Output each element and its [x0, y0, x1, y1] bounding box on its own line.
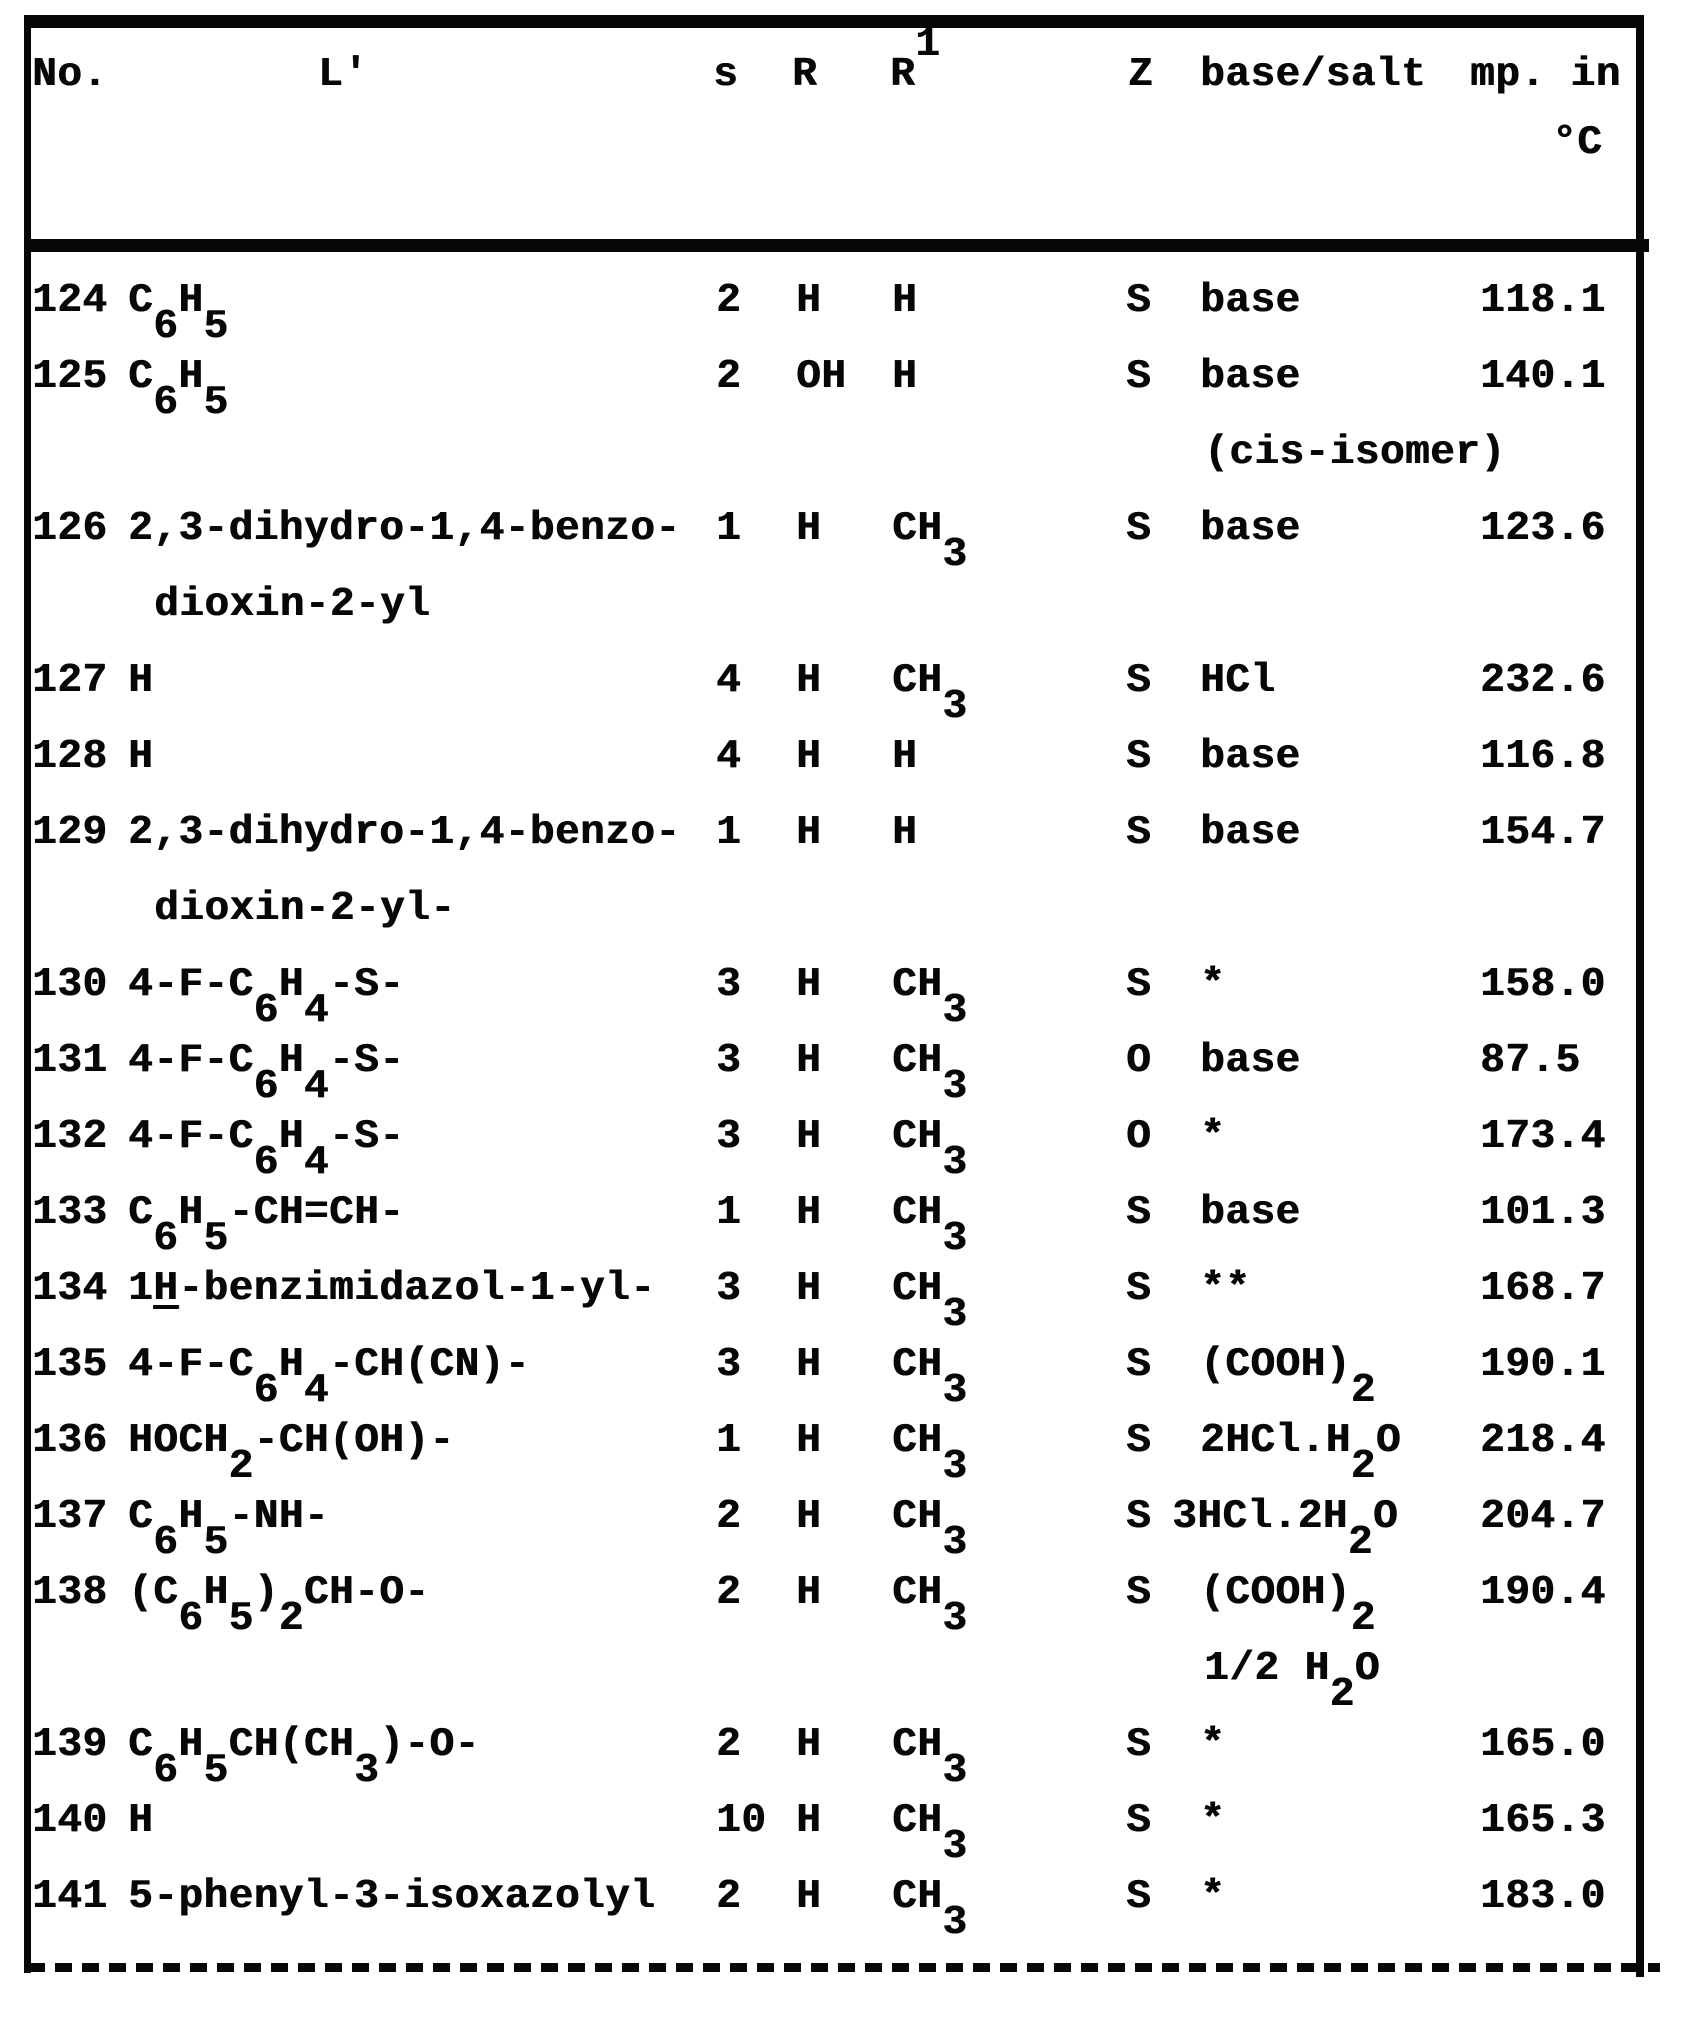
cell-no: 125	[32, 354, 108, 400]
table-row	[0, 1190, 1692, 1269]
cell-salt: **	[1200, 1266, 1251, 1312]
cell-l: 4-F-C6H4-S-	[128, 1114, 405, 1186]
cell-s: 3	[716, 962, 742, 1008]
cell-s: 3	[716, 1266, 742, 1312]
header-s: s	[713, 52, 739, 98]
cell-no: 132	[32, 1114, 108, 1160]
cell-l: 2,3-dihydro-1,4-benzo-	[128, 506, 681, 552]
cell-s: 4	[716, 658, 742, 704]
table-row-continuation	[0, 1646, 1692, 1725]
cell-s: 2	[716, 278, 742, 324]
cell-mp: 173.4	[1480, 1114, 1606, 1160]
cell-z: S	[1126, 1494, 1152, 1540]
cell-r: H	[796, 1798, 822, 1844]
cell-mp: 87.5	[1480, 1038, 1581, 1084]
table-bottom-dashed-border	[28, 1963, 1660, 1972]
cell-r1: CH3	[892, 1494, 968, 1566]
cell-no: 136	[32, 1418, 108, 1464]
cell-l: C6H5-CH=CH-	[128, 1190, 405, 1262]
cell-l: C6H5-NH-	[128, 1494, 329, 1566]
cell-s: 1	[716, 1190, 742, 1236]
cell-l: C6H5CH(CH3)-O-	[128, 1722, 480, 1794]
cell-r1: CH3	[892, 1038, 968, 1110]
cell-z: S	[1126, 658, 1152, 704]
cell-mp: 168.7	[1480, 1266, 1606, 1312]
cell-z: S	[1126, 962, 1152, 1008]
cell-r: H	[796, 1494, 822, 1540]
cell-r1: H	[892, 278, 918, 324]
cell-r1: CH3	[892, 658, 968, 730]
cell-z: S	[1126, 1798, 1152, 1844]
table-row	[0, 1038, 1692, 1117]
cell-no: 141	[32, 1874, 108, 1920]
table-row	[0, 1266, 1692, 1345]
cell-no: 128	[32, 734, 108, 780]
header-separator-rule	[24, 239, 1649, 252]
cell-no: 126	[32, 506, 108, 552]
cell-r: H	[796, 734, 822, 780]
cell-r1: CH3	[892, 1342, 968, 1414]
cell-z: S	[1126, 1342, 1152, 1388]
cell-l: 2,3-dihydro-1,4-benzo-	[128, 810, 681, 856]
cell-r1: CH3	[892, 1114, 968, 1186]
table-row	[0, 278, 1692, 357]
cell-mp: 154.7	[1480, 810, 1606, 856]
cell-mp: 158.0	[1480, 962, 1606, 1008]
cell-salt: HCl	[1200, 658, 1276, 704]
cell-no: 135	[32, 1342, 108, 1388]
cell-s: 1	[716, 506, 742, 552]
table-row	[0, 1494, 1692, 1573]
cell-r1: H	[892, 810, 918, 856]
cell-salt: 2HCl.H2O	[1200, 1418, 1401, 1490]
cell-z: S	[1126, 1190, 1152, 1236]
cell-no: 124	[32, 278, 108, 324]
cell-salt: base	[1200, 354, 1301, 400]
table-row	[0, 1874, 1692, 1953]
cell-no: 133	[32, 1190, 108, 1236]
cell-s: 3	[716, 1342, 742, 1388]
cell-r: H	[796, 1114, 822, 1160]
table-row	[0, 1418, 1692, 1497]
cell-s: 2	[716, 1722, 742, 1768]
cell-z: S	[1126, 1418, 1152, 1464]
cell-mp: 101.3	[1480, 1190, 1606, 1236]
cell-z: S	[1126, 1266, 1152, 1312]
table-row	[0, 506, 1692, 585]
table-row	[0, 810, 1692, 889]
cell-no: 138	[32, 1570, 108, 1616]
cell-s: 1	[716, 1418, 742, 1464]
cell-s: 2	[716, 1494, 742, 1540]
cell-no: 130	[32, 962, 108, 1008]
cell-mp: 232.6	[1480, 658, 1606, 704]
cell-r1: CH3	[892, 1418, 968, 1490]
cell-r1: CH3	[892, 1190, 968, 1262]
cell-r: OH	[796, 354, 847, 400]
cell-l: HOCH2-CH(OH)-	[128, 1418, 455, 1490]
cell-r1: H	[892, 354, 918, 400]
cell-r: H	[796, 658, 822, 704]
cell-z: S	[1126, 1722, 1152, 1768]
cell-mp: 218.4	[1480, 1418, 1606, 1464]
header-mp-unit: °C	[1552, 120, 1603, 166]
cell-l: 4-F-C6H4-CH(CN)-	[128, 1342, 530, 1414]
cell-mp: 118.1	[1480, 278, 1606, 324]
cell-no: 134	[32, 1266, 108, 1312]
header-no: No.	[32, 52, 108, 98]
cell-no: 137	[32, 1494, 108, 1540]
cell-mp: 165.3	[1480, 1798, 1606, 1844]
cell-l: C6H5	[128, 354, 229, 426]
table-row	[0, 1570, 1692, 1649]
cell-z: S	[1126, 810, 1152, 856]
table-top-border	[24, 15, 1644, 28]
cell-r1: CH3	[892, 506, 968, 578]
cell-no: 140	[32, 1798, 108, 1844]
cell-salt: base	[1200, 506, 1301, 552]
cell-r1: CH3	[892, 1266, 968, 1338]
cell-s: 3	[716, 1114, 742, 1160]
table-row	[0, 734, 1692, 813]
cell-l: 5-phenyl-3-isoxazolyl	[128, 1874, 656, 1920]
cell-s: 10	[716, 1798, 767, 1844]
cell-z: S	[1126, 1874, 1152, 1920]
cell-r: H	[796, 1874, 822, 1920]
table-row	[0, 1114, 1692, 1193]
cell-salt: base	[1200, 278, 1301, 324]
cell-l: H	[128, 734, 154, 780]
cell-z: S	[1126, 1570, 1152, 1616]
table-row	[0, 962, 1692, 1041]
cell-s: 2	[716, 354, 742, 400]
cell-l: 4-F-C6H4-S-	[128, 962, 405, 1034]
cell-salt: *	[1200, 1798, 1226, 1844]
cell-z: O	[1126, 1114, 1152, 1160]
table-row	[0, 354, 1692, 433]
table-row	[0, 1342, 1692, 1421]
header-mp-line1: mp. in	[1470, 52, 1621, 98]
cell-mp: 190.4	[1480, 1570, 1606, 1616]
header-r1-base: R	[890, 52, 916, 98]
cell-salt2: 1/2 H2O	[1204, 1646, 1380, 1718]
cell-salt: *	[1200, 1722, 1226, 1768]
cell-mp: 123.6	[1480, 506, 1606, 552]
cell-salt2: (cis-isomer)	[1204, 430, 1506, 476]
header-r: R	[792, 52, 818, 98]
cell-salt: (COOH)2	[1200, 1570, 1376, 1642]
cell-z: O	[1126, 1038, 1152, 1084]
cell-salt: *	[1200, 962, 1226, 1008]
table-row	[0, 1722, 1692, 1801]
cell-r1: CH3	[892, 1722, 968, 1794]
cell-mp: 183.0	[1480, 1874, 1606, 1920]
cell-salt: 3HCl.2H2O	[1172, 1494, 1398, 1566]
cell-mp: 165.0	[1480, 1722, 1606, 1768]
cell-z: S	[1126, 354, 1152, 400]
header-l-prime: L'	[318, 52, 369, 98]
table-row-continuation	[0, 582, 1692, 661]
cell-l: 4-F-C6H4-S-	[128, 1038, 405, 1110]
header-z: Z	[1128, 52, 1154, 98]
cell-z: S	[1126, 734, 1152, 780]
cell-s: 4	[716, 734, 742, 780]
cell-mp: 204.7	[1480, 1494, 1606, 1540]
cell-salt: *	[1200, 1114, 1226, 1160]
cell-r: H	[796, 1190, 822, 1236]
cell-r: H	[796, 1342, 822, 1388]
cell-l: C6H5	[128, 278, 229, 350]
cell-l: 1H-benzimidazol-1-yl-	[128, 1266, 656, 1312]
cell-salt: base	[1200, 1038, 1301, 1084]
cell-r: H	[796, 1722, 822, 1768]
cell-s: 2	[716, 1570, 742, 1616]
cell-l: (C6H5)2CH-O-	[128, 1570, 430, 1642]
cell-salt: base	[1200, 1190, 1301, 1236]
cell-r: H	[796, 1038, 822, 1084]
cell-r1: H	[892, 734, 918, 780]
cell-r1: CH3	[892, 1570, 968, 1642]
cell-mp: 140.1	[1480, 354, 1606, 400]
cell-z: S	[1126, 278, 1152, 324]
cell-l2: dioxin-2-yl	[154, 582, 431, 628]
table-row	[0, 1798, 1692, 1877]
cell-l2: dioxin-2-yl-	[154, 886, 456, 932]
cell-no: 131	[32, 1038, 108, 1084]
cell-r1: CH3	[892, 1798, 968, 1870]
cell-r: H	[796, 1418, 822, 1464]
cell-no: 129	[32, 810, 108, 856]
cell-salt: (COOH)2	[1200, 1342, 1376, 1414]
table-row-continuation	[0, 886, 1692, 965]
cell-s: 2	[716, 1874, 742, 1920]
header-r1-superscript: 1	[915, 22, 941, 68]
cell-r1: CH3	[892, 962, 968, 1034]
cell-r1: CH3	[892, 1874, 968, 1946]
cell-s: 3	[716, 1038, 742, 1084]
cell-s: 1	[716, 810, 742, 856]
table-row-continuation	[0, 430, 1692, 509]
cell-salt: base	[1200, 734, 1301, 780]
header-base-salt: base/salt	[1200, 52, 1426, 98]
cell-r: H	[796, 1266, 822, 1312]
cell-l: H	[128, 1798, 154, 1844]
cell-r: H	[796, 1570, 822, 1616]
cell-r: H	[796, 506, 822, 552]
cell-r: H	[796, 962, 822, 1008]
cell-r: H	[796, 278, 822, 324]
header-r1	[890, 22, 941, 98]
cell-z: S	[1126, 506, 1152, 552]
table-row	[0, 658, 1692, 737]
cell-l: H	[128, 658, 154, 704]
cell-no: 139	[32, 1722, 108, 1768]
cell-mp: 116.8	[1480, 734, 1606, 780]
cell-mp: 190.1	[1480, 1342, 1606, 1388]
cell-salt: *	[1200, 1874, 1226, 1920]
cell-salt: base	[1200, 810, 1301, 856]
cell-no: 127	[32, 658, 108, 704]
cell-r: H	[796, 810, 822, 856]
